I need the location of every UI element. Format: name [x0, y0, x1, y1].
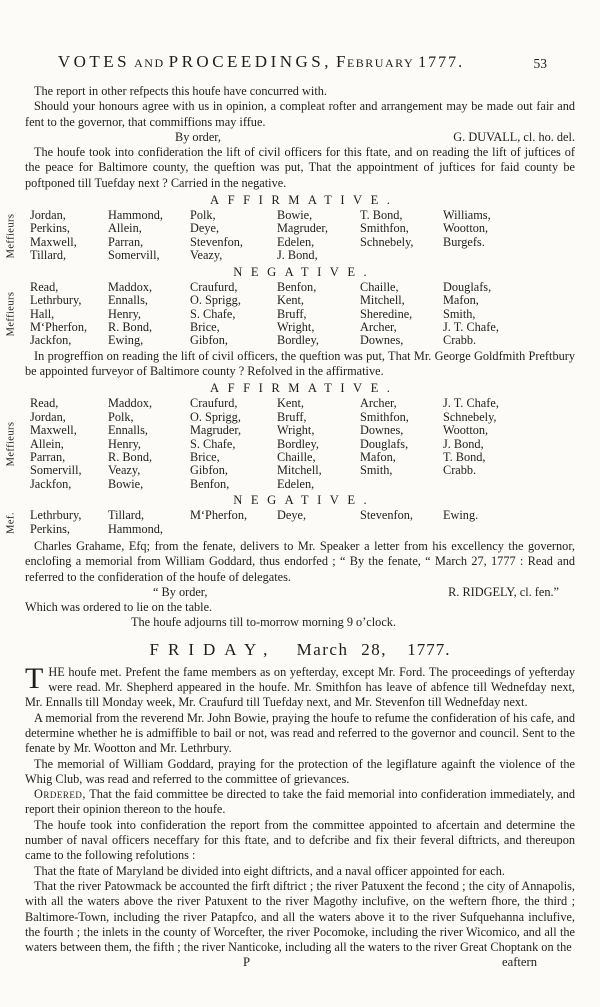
- voter-name: Deye,: [277, 508, 307, 523]
- voter-name: Hall,: [30, 306, 55, 321]
- voter-name: Henry,: [108, 306, 142, 321]
- ordered-label: Ordered,: [34, 787, 86, 802]
- signature-mark: P: [243, 955, 251, 970]
- voter-name: Kent,: [277, 396, 304, 411]
- footer-line: [25, 955, 575, 971]
- friday-heading: [25, 640, 575, 660]
- voter-name: Edelen,: [277, 234, 315, 249]
- vote-column: [443, 509, 575, 536]
- intro-paragraph-3: The houfe took into confideration the lift of civil officers for this ftate, and on reading the lift of juftices of the peace for Baltimore county, the queftion was put, That the appointment of juftices for faid county be poftponed till Tuefday next ? Carried in the negative.: [25, 145, 575, 190]
- voter-name: Perkins,: [30, 521, 70, 536]
- vote-column: [190, 397, 277, 491]
- vote-table-negative-1: [5, 279, 575, 348]
- friday-paragraph-5: The houfe took into confideration the report from the committee appointed to afcertain and determine the number of naval officers neceffary for this ftate, and to defcribe and fix their feveral diftricts, and thereupon came to the following refolutions :: [25, 817, 575, 863]
- progression-paragraph: In progreffion on reading the lift of civil officers, the queftion was put, That Mr. George Goldfmith Preftbury be appointed furveyor of Baltimore county ? Refolved in the affirmative.: [25, 348, 575, 379]
- voter-name: Read,: [30, 396, 59, 411]
- vote-column: [190, 509, 277, 536]
- voter-name: Tillard,: [108, 508, 145, 523]
- voter-name: Mafon,: [443, 293, 479, 308]
- by-order-line-2: [25, 585, 575, 600]
- title-word-votes: VOTES: [57, 52, 131, 71]
- friday-paragraph-1: [25, 661, 575, 711]
- voter-name: Veazy,: [190, 248, 223, 263]
- voter-name: Maxwell,: [30, 423, 77, 438]
- voter-name: Maddox,: [108, 279, 153, 294]
- voter-name: Archer,: [360, 396, 397, 411]
- voter-name: Jackfon,: [30, 476, 72, 491]
- voter-name: Ennalls,: [108, 293, 148, 308]
- voter-name: M‘Pherfon,: [190, 508, 248, 523]
- clerk-signature-ridgely: R. RIDGELY, cl. fen.”: [448, 584, 559, 599]
- title-word-february: February: [336, 52, 415, 71]
- vote-table-affirmative-2: [5, 396, 575, 491]
- voter-name: Benfon,: [190, 476, 230, 491]
- by-order-label-1: By order,: [175, 129, 221, 144]
- title-word-and: and: [134, 52, 165, 71]
- voter-name: Burgefs.: [443, 234, 485, 249]
- voter-name: T. Bond,: [443, 449, 486, 464]
- voter-name: Polk,: [108, 409, 134, 424]
- messieurs-label-abbrev: Mef.: [5, 511, 17, 534]
- catchword: eaftern: [502, 955, 537, 970]
- voter-name: Allein,: [30, 436, 64, 451]
- friday-paragraph-4: [25, 787, 575, 818]
- resolution-1: That the ftate of Maryland be divided into eight diftricts, and a naval officer appointed for each.: [34, 863, 505, 878]
- voter-name: Bowie,: [108, 476, 144, 491]
- vote-column: [30, 509, 108, 536]
- voter-name: O. Sprigg,: [190, 293, 241, 308]
- voter-name: Crabb.: [443, 333, 477, 348]
- voter-name: Somervill,: [30, 463, 82, 478]
- voter-name: Chaille,: [277, 449, 316, 464]
- vote-column: [443, 209, 575, 263]
- voter-name: Perkins,: [30, 221, 70, 236]
- voter-name: J. Bond,: [277, 248, 318, 263]
- voter-name: Brice,: [190, 319, 220, 334]
- vote-column: [277, 209, 360, 263]
- vote-heading-affirmative-1: AFFIRMATIVE.: [210, 193, 399, 208]
- voter-name: Stevenfon,: [360, 508, 413, 523]
- intro-paragraph-1: The report in other refpects this houfe have concurred with.: [34, 84, 327, 98]
- voter-name: Henry,: [108, 436, 142, 451]
- voter-name: Ewing,: [108, 333, 144, 348]
- voter-name: J. T. Chafe,: [443, 396, 499, 411]
- voter-name: Schnebely,: [360, 234, 414, 249]
- vote-column: [30, 397, 108, 491]
- voter-name: Jordan,: [30, 409, 66, 424]
- voter-name: Schnebely,: [443, 409, 497, 424]
- voter-name: Deye,: [190, 221, 220, 236]
- friday-paragraph-2: A memorial from the reverend Mr. John Bowie, praying the houfe to refume the confideration of his cafe, and determine whether he is admiffible to bail or not, was read and referred to the governor and council. Sent to the fenate by Mr. Wootton and Mr. Lethrbury.: [25, 710, 575, 756]
- voter-name: Douglafs,: [360, 436, 409, 451]
- adjourn-paragraph: The houfe adjourns till to-morrow morning 9 o’clock.: [131, 615, 397, 630]
- voter-name: Sheredine,: [360, 306, 413, 321]
- vote-heading-negative-2: NEGATIVE.: [233, 493, 376, 508]
- vote-column: [277, 281, 360, 348]
- messieurs-label: Meffieurs: [5, 291, 17, 337]
- vote-column: [277, 509, 360, 536]
- voter-name: R. Bond,: [108, 449, 153, 464]
- voter-name: S. Chafe,: [190, 306, 236, 321]
- voter-name: Kent,: [277, 293, 304, 308]
- vote-column: [360, 397, 443, 491]
- voter-name: Hammond,: [108, 208, 163, 223]
- friday-year: 1777.: [407, 639, 451, 659]
- voter-name: Somervill,: [108, 248, 160, 263]
- table-order-paragraph: Which was ordered to lie on the table.: [25, 600, 213, 615]
- voter-name: M‘Pherfon,: [30, 319, 88, 334]
- running-header: [25, 52, 575, 78]
- voter-name: Bruff,: [277, 409, 307, 424]
- by-order-line-1: [25, 130, 575, 145]
- voter-name: Crabb.: [443, 463, 477, 478]
- vote-column: [108, 281, 190, 348]
- vote-section-affirmative-1: [5, 193, 575, 263]
- vote-column: [277, 397, 360, 491]
- voter-name: Jackfon,: [30, 333, 72, 348]
- voter-name: Bordley,: [277, 333, 319, 348]
- voter-name: Smith,: [443, 306, 476, 321]
- voter-name: Smithfon,: [360, 409, 409, 424]
- voter-name: Downes,: [360, 423, 404, 438]
- voter-name: Ewing.: [443, 508, 479, 523]
- voter-name: Brice,: [190, 449, 220, 464]
- friday-day: FRIDAY,: [149, 639, 277, 659]
- vote-column: [443, 281, 575, 348]
- resolution-2: That the river Patowmack be accounted the firft diftrict ; the river Patuxent the fecond ; the city of Annapolis, with all the waters above the river Patuxent to the river Magothy inclufive, on the weftern fhore, the third ; Baltimore-Town, including the river Patapfco, and all the waters above it to the river Sufquehanna inclufive, the fourth ; the inlets in the county of Worcefter, the river Pocomoke, including the river Wicomico, and all the waters between them, the fifth ; the river Nanticoke, including all the waters to the river Great Choptank on the: [25, 878, 575, 955]
- voter-name: Downes,: [360, 333, 404, 348]
- title-word-proceedings: PROCEEDINGS,: [168, 52, 332, 71]
- voter-name: Maxwell,: [30, 234, 77, 249]
- voter-name: S. Chafe,: [190, 436, 236, 451]
- voter-name: Smithfon,: [360, 221, 409, 236]
- vote-column: [190, 281, 277, 348]
- vote-column: [360, 509, 443, 536]
- page-number: 53: [533, 56, 547, 71]
- voter-name: Lethrbury,: [30, 508, 82, 523]
- grahame-paragraph: Charles Grahame, Efq; from the fenate, delivers to Mr. Speaker a letter from his excellency the governor, enclofing a memorial from William Goddard, thus endorfed ; “ By the fenate, “ March 27, 1777 : Read and referred to the confideration of the houfe of delegates.: [25, 538, 575, 584]
- vote-column: [190, 209, 277, 263]
- messieurs-label: Meffieurs: [5, 213, 17, 259]
- vote-column: [360, 281, 443, 348]
- voter-name: J. Bond,: [443, 436, 484, 451]
- voter-name: Williams,: [443, 208, 491, 223]
- voter-name: Bordley,: [277, 436, 319, 451]
- friday-paragraph-4-text: That the faid committee be directed to take the faid memorial into confideration immediately, and report their opinion thereon to the houfe.: [25, 787, 575, 817]
- voter-name: Stevenfon,: [190, 234, 243, 249]
- voter-name: Parran,: [108, 234, 144, 249]
- voter-name: Parran,: [30, 449, 66, 464]
- voter-name: Archer,: [360, 319, 397, 334]
- vote-section-negative-1: [5, 264, 575, 348]
- vote-heading-negative-1: NEGATIVE.: [233, 264, 376, 279]
- voter-name: O. Sprigg,: [190, 409, 241, 424]
- voter-name: Craufurd,: [190, 279, 238, 294]
- voter-name: R. Bond,: [108, 319, 153, 334]
- friday-paragraph-3: The memorial of William Goddard, praying for the protection of the legiflature againft the violence of the Whig Club, was read and referred to the committee of grievances.: [25, 756, 575, 786]
- friday-paragraph-1-text: HE houfe met. Prefent the fame members as on yefterday, except Mr. Ford. The proceedings of yefterday were read. Mr. Shepherd appeared in the houfe. Mr. Smithfon has leave of abfence till Wednefday next, Mr. Ennalls till Monday week, Mr. Craufurd till Tuefday next, and Mr. Stevenfon till Wednefday next.: [25, 664, 575, 710]
- voter-name: Bowie,: [277, 208, 313, 223]
- vote-table-negative-2: [5, 508, 575, 536]
- voter-name: Polk,: [190, 208, 216, 223]
- voter-name: Chaille,: [360, 279, 399, 294]
- vote-column: [360, 209, 443, 263]
- voter-name: T. Bond,: [360, 208, 403, 223]
- voter-name: J. T. Chafe,: [443, 319, 499, 334]
- voter-name: Douglafs,: [443, 279, 492, 294]
- vote-column: [108, 397, 190, 491]
- voter-name: Gibfon,: [190, 463, 228, 478]
- vote-column: [30, 209, 108, 263]
- vote-column: [30, 281, 108, 348]
- vote-table-affirmative-1: [5, 208, 575, 263]
- voter-name: Edelen,: [277, 476, 315, 491]
- voter-name: Craufurd,: [190, 396, 238, 411]
- voter-name: Lethrbury,: [30, 293, 82, 308]
- vote-heading-affirmative-2: AFFIRMATIVE.: [210, 381, 399, 396]
- voter-name: Gibfon,: [190, 333, 228, 348]
- voter-name: Smith,: [360, 463, 393, 478]
- voter-name: Wright,: [277, 423, 315, 438]
- voter-name: Magruder,: [277, 221, 329, 236]
- voter-name: Read,: [30, 279, 59, 294]
- voter-name: Tillard,: [30, 248, 67, 263]
- intro-paragraph-2: Should your honours agree with us in opinion, a compleat rofter and arrangement may be made out fair and fent to the governor, that commiffions may iffue.: [25, 99, 575, 129]
- voter-name: Bruff,: [277, 306, 307, 321]
- vote-section-affirmative-2: [5, 381, 575, 491]
- voter-name: Benfon,: [277, 279, 317, 294]
- voter-name: Allein,: [108, 221, 142, 236]
- page-title: [25, 52, 497, 72]
- vote-column: [108, 209, 190, 263]
- clerk-signature-duvall: G. DUVALL, cl. ho. del.: [453, 129, 575, 144]
- messieurs-label: Meffieurs: [5, 421, 17, 467]
- vote-column: [443, 397, 575, 491]
- voter-name: Wootton,: [443, 423, 489, 438]
- voter-name: Mitchell,: [277, 463, 322, 478]
- voter-name: Magruder,: [190, 423, 242, 438]
- title-year: 1777.: [418, 54, 465, 71]
- voter-name: Wright,: [277, 319, 315, 334]
- vote-column: [108, 509, 190, 536]
- voter-name: Maddox,: [108, 396, 153, 411]
- vote-section-negative-2: [5, 493, 575, 536]
- voter-name: Veazy,: [108, 463, 141, 478]
- voter-name: Mafon,: [360, 449, 396, 464]
- by-order-label-2: “ By order,: [153, 584, 208, 599]
- voter-name: Ennalls,: [108, 423, 148, 438]
- voter-name: Hammond,: [108, 521, 163, 536]
- voter-name: Mitchell,: [360, 293, 405, 308]
- voter-name: Jordan,: [30, 208, 66, 223]
- friday-date: March 28,: [296, 639, 387, 659]
- voter-name: Wootton,: [443, 221, 489, 236]
- drop-cap: T: [25, 661, 44, 695]
